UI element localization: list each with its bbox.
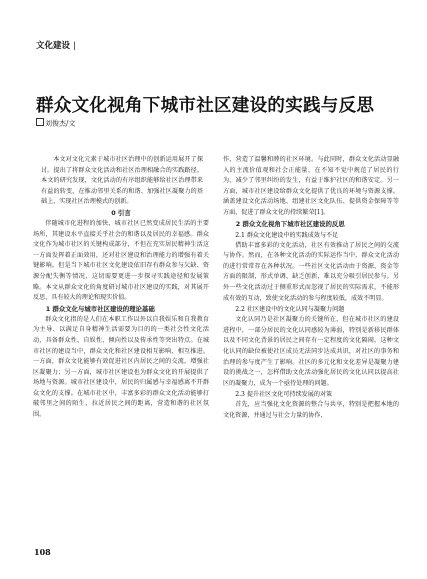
section1-body: 群众文化指的是人们在本职工作以外以自我娱乐和自我教育为主导、以满足自身精神生活需要为目的的一类社会性文化活动，具备群众性、自娱性、倾向性以及传承性等突出特点。在城市社区的建设当中，群众文化和社区建设相互影响、相互推进。一方面，群众文化能够有效促进社区内居民之间的交流，增强社区凝聚力；另一方面，城市社区建设也为群众文化的开展提供了场地与资源。城市社区建设中，居民的归属感与幸福感离不开群众文化的支撑。在城市社区中，丰富多彩的群众文化活动能够打破邻里之间的陌生，拉近居民之间的距离，营造和谐的社区氛围。 (33, 315, 209, 419)
continued-body: 作，营造了温馨和睦的社区环境。与此同时，群众文化活动显融入的主流价值观和社会正能量，在不知不觉中规范了居民的行为，减少了邻里纠纷的发生，有益于维护社区的和谐安定。另一方面，城市社区建设给群众文化提供了优良的环境与资源支撑。涵盖建设文化活动场地、组建社区文化队伍、提供资金保障等等方面，促进了群众文化的持续繁荣[1]。 (223, 156, 399, 216)
right-column (223, 155, 399, 421)
author-box-icon (36, 118, 44, 126)
section1-heading: 1 群众文化与城市社区建设的理论基础 (45, 304, 155, 313)
intro-heading: 0 引言 (111, 208, 131, 217)
abstract: 本文对文化元素于城市社区治理中的创新运用展开了探讨。提出了将群众文化活动和社区治理相融合的实践路径。本文的研究发现，文化活动的有序组织能够给社区治理带来有益的转变，在推动邻里关系的和谐、加强社区凝聚力的基础上，实现社区治理模式的创新。 (41, 156, 203, 206)
article-title: 群众文化视角下城市社区建设的实践与反思 (36, 96, 375, 116)
section-label (36, 39, 76, 51)
author-name: 刘俊杰/文 (45, 119, 76, 128)
section22-body: 文化认同乃是社区凝聚力的关键所在，但在城市社区的建设进程中，一部分居民的文化认同感较为薄弱，特别是新移民群体以及不同文化背景的居民之间存有一定程度的文化隔阂。这种文化认同的缺位被使社区成员无法同步达成共识，对社区的事务和治理的参与度产生了影响。社区的多元化和文化差异是凝聚力建设的挑战之一，怎样借助文化活动强化居民的文化认同以提高社区的凝聚力，成为一个亟待处理的问题。 (223, 316, 399, 387)
section-divider: | (73, 41, 76, 51)
section21-heading: 2.1 群众文化建设中的实践成效与不足 (235, 231, 339, 239)
section23-body: 首先，应当强化文化资源的整合与共享，特别是把握本地的文化资源，并通过与社会力量的协作， (223, 401, 399, 419)
author-line (36, 118, 75, 129)
intro-body: 伴随城市化进程的加快，城市社区已然变成居民生活的主要场所，其建设水平直接关乎社会的和谐以及居民的幸福感。群众文化作为城市社区的关键构成部分，不但在充实居民精神生活这一方面发挥着正面效用，还对社区建设和治理能力的增强有着关键影响。但是当下城市社区文化建设依旧存有群众参与欠缺、资源分配失衡等情况，这切需要更进一步探寻实践途径和发展策略。本文从群众文化的角度研讨城市社区建设的实践，对其展开反思，具有较大的理论和现实价值。 (33, 219, 209, 302)
page-number: 108 (34, 547, 51, 557)
section2-heading: 2 群众文化视角下城市社区建设的反思 (235, 219, 345, 228)
section22-heading: 2.2 社区建设中的文化认同与凝聚力问题 (235, 306, 345, 314)
left-column (33, 155, 209, 421)
section-name: 文化建设 (36, 41, 71, 51)
section23-heading: 2.3 提升社区文化可持续发展的对策 (235, 391, 333, 399)
section21-body: 借助丰富多彩的文化活动，社区有效推动了居民之间的交流与协作。然而，在各种文化活动的实际运作当中，群众文化活动的进行常常存在各种状况。一些社区文化活动由于资源、资金等方面的限制，形式单调、缺乏创新，难以充分吸引居民参与。另外一些文化活动过于侧重形式而忽视了居民的实际需求，不能形成有效的互动，致使文化活动的参与程度较低，成效不明显。 (223, 241, 399, 302)
